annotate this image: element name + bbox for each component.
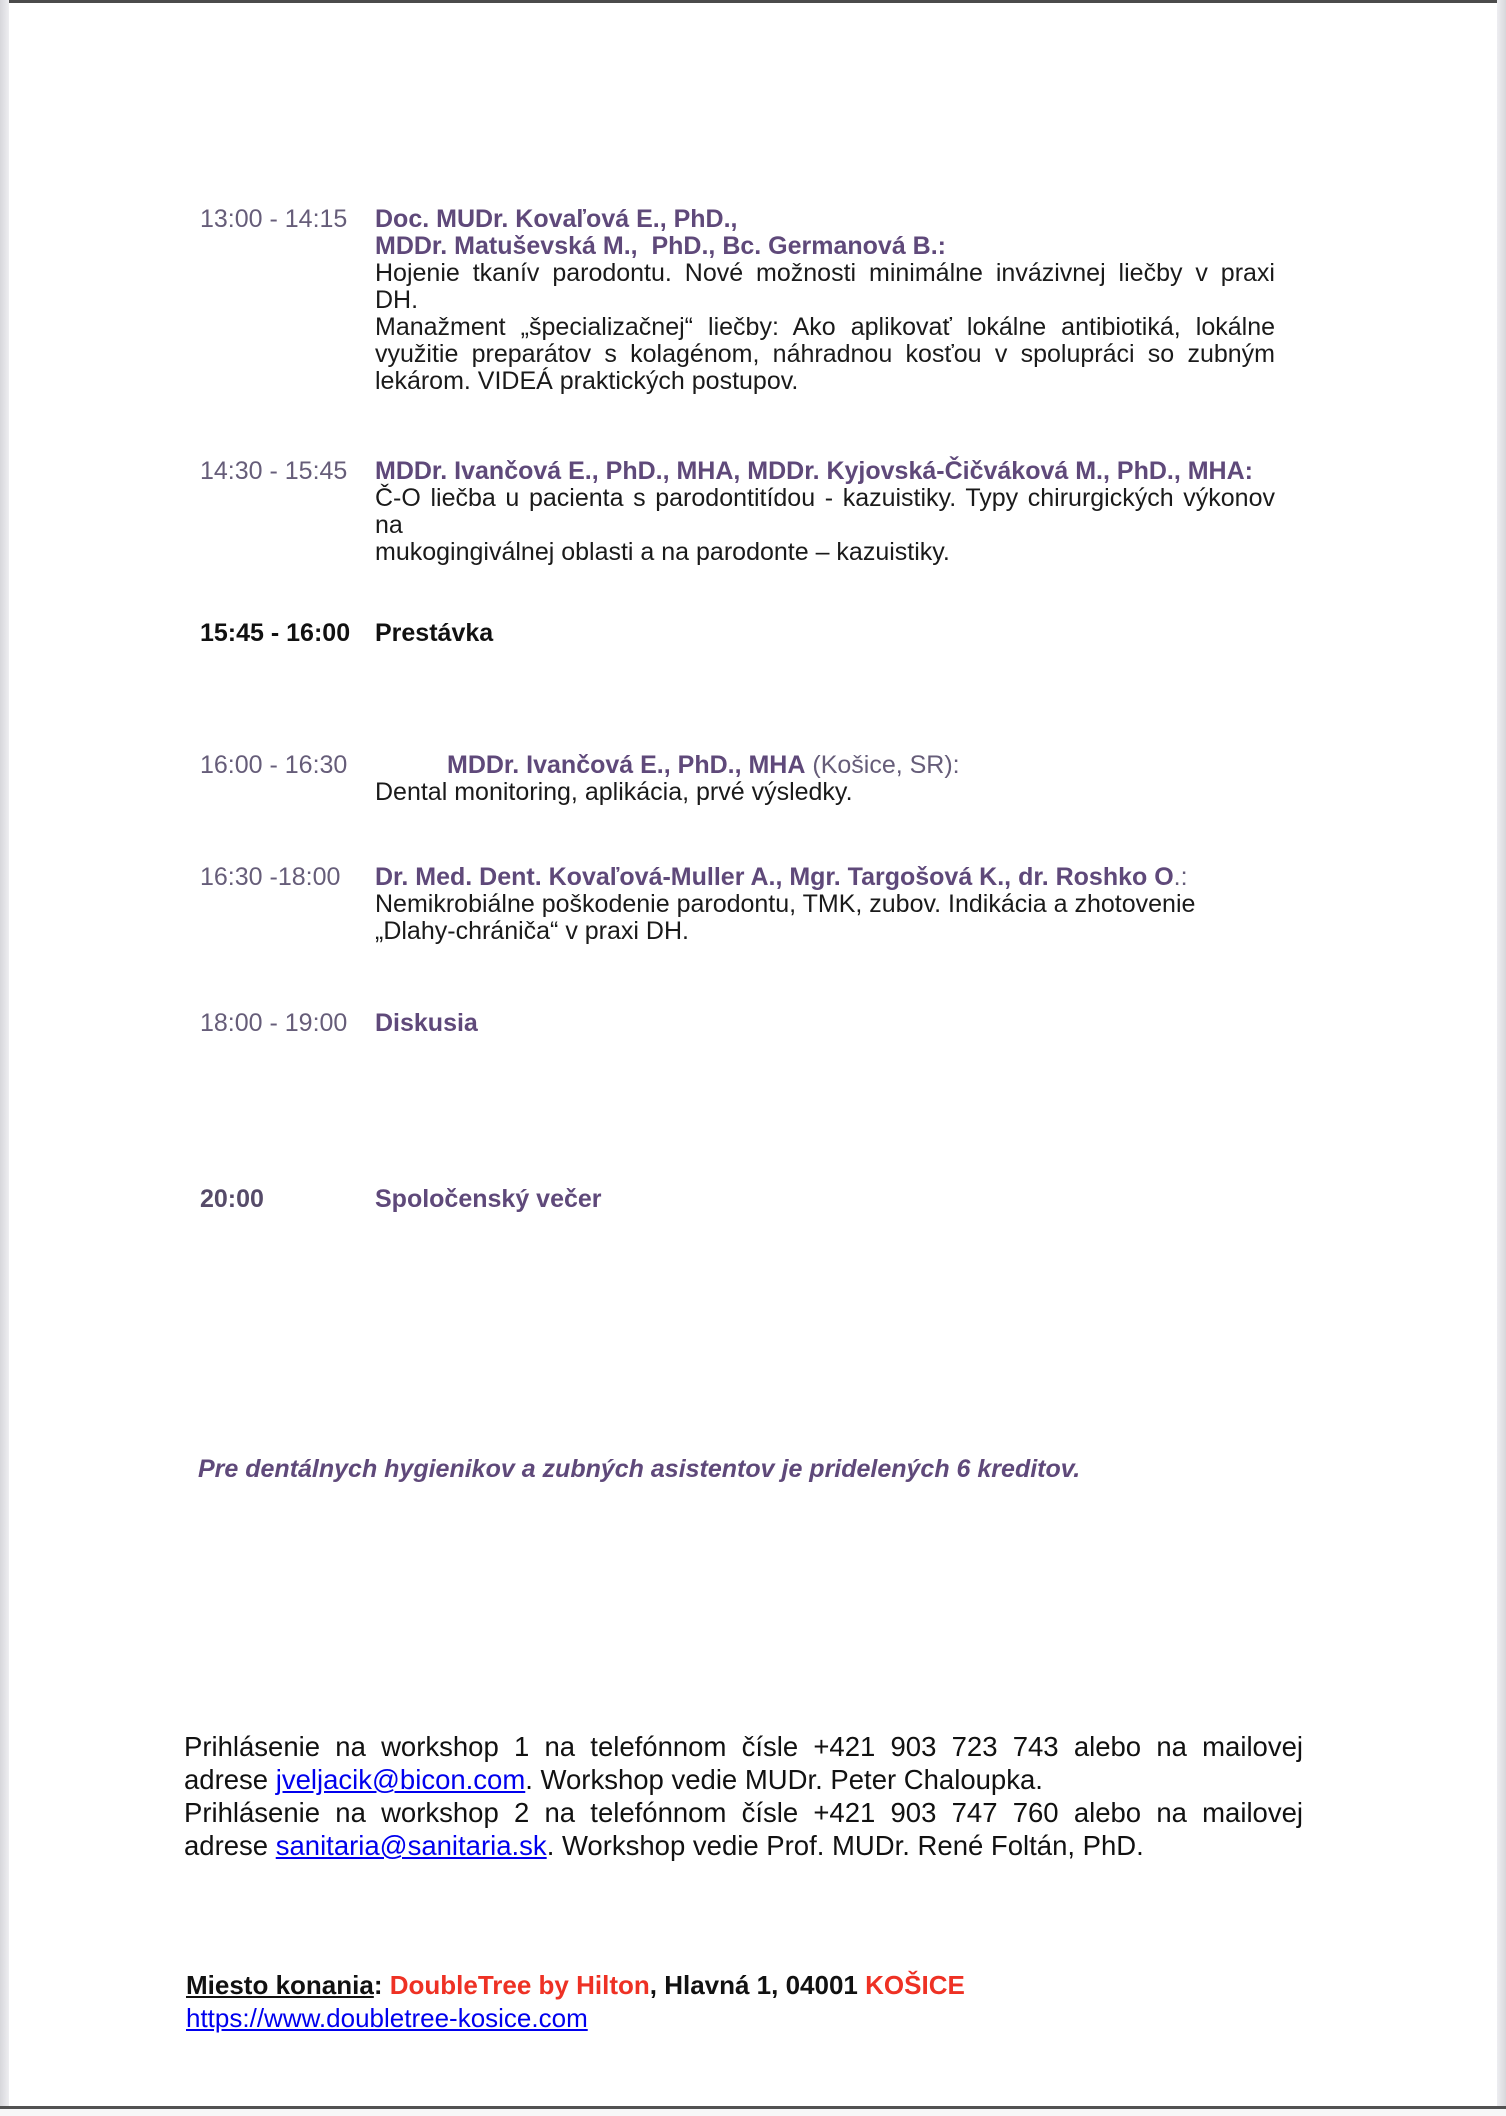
workshop-line-2-suffix: . Workshop vedie MUDr. Peter Chaloupka. [525,1764,1043,1795]
workshop-info [184,1730,1303,1862]
time-label: 14:30 - 15:45 [200,457,348,485]
workshop-line-4-prefix: adrese [184,1830,276,1861]
text-line: MDDr. Matuševská M., PhD., Bc. Germanová B.: [375,232,946,260]
venue-url-link[interactable]: https://www.doubletree-kosice.com [186,2003,588,2033]
text-line: lekárom. VIDEÁ praktických postupov. [375,367,799,395]
session-description [375,260,1275,314]
speaker-location: (Košice, SR): [805,751,960,779]
speaker-names: MDDr. Ivančová E., PhD., MHA, MDDr. Kyjovská-Čičváková M., PhD., MHA: [375,457,1253,485]
text-line: Hojenie tkanív parodontu. Nové možnosti minimálne invázivnej liečby v praxi [375,259,1275,287]
workshop-line-3: Prihlásenie na workshop 2 na telefónnom čísle +421 903 747 760 alebo na mailovej [184,1797,1303,1828]
workshop-line-4 [184,1829,1303,1862]
text-line: Manažment „špecializačnej“ liečby: Ako aplikovať lokálne antibiotiká, lokálne [375,313,1275,341]
text-line: „Dlahy-chrániča“ v praxi DH. [375,917,689,945]
time-label: 13:00 - 14:15 [200,205,348,233]
email-link-workshop1[interactable]: jveljacik@bicon.com [275,1764,526,1795]
session-description [375,485,1275,566]
speaker-names: Dr. Med. Dent. Kovaľová-Muller A., Mgr. Targošová K., dr. Roshko O [375,863,1174,891]
venue-line [186,1969,1336,2002]
schedule-row-1800 [200,1010,1275,1037]
credits-note: Pre dentálnych hygienikov a zubných asistentov je pridelených 6 kreditov. [198,1455,1081,1483]
session-description [375,314,1275,395]
viewer-gutter-right [1496,0,1506,2116]
schedule-row-1600 [200,752,1275,806]
discussion-title: Diskusia [375,1009,478,1037]
workshop-line-4-suffix: . Workshop vedie Prof. MUDr. René Foltán, PhD. [546,1830,1144,1861]
text-line: Nemikrobiálne poškodenie parodontu, TMK, zubov. Indikácia a zhotovenie [375,890,1196,918]
text-line: využitie preparátov s kolagénom, náhradnou kosťou v spolupráci so zubným [375,340,1275,368]
text-line: DH. [375,286,419,314]
workshop-line-2-prefix: adrese [184,1764,276,1795]
session-description [375,779,1275,806]
time-label: 16:30 -18:00 [200,863,341,891]
session-description [375,891,1275,945]
speaker-names [375,206,1275,260]
schedule-row-1545 [200,620,1275,647]
break-title: Prestávka [375,619,494,647]
schedule-row-1430 [200,458,1275,566]
email-link-workshop2[interactable]: sanitaria@sanitaria.sk [275,1830,547,1861]
schedule-row-1300 [200,206,1275,395]
workshop-line-2 [184,1763,1303,1796]
workshop-line-1: Prihlásenie na workshop 1 na telefónnom čísle +421 903 723 743 alebo na mailovej [184,1731,1303,1762]
viewer-background-bottom [0,2109,1506,2116]
document-page [9,0,1497,2106]
venue-colon: : [373,1970,390,2000]
text-line: Dental monitoring, aplikácia, prvé výsledky. [375,778,853,806]
speaker-names: MDDr. Ivančová E., PhD., MHA [447,751,806,779]
venue-block [186,1969,1336,2035]
time-label: 18:00 - 19:00 [200,1009,348,1037]
time-label: 20:00 [200,1185,264,1213]
venue-address: , Hlavná 1, 04001 [649,1970,866,2000]
venue-hotel: DoubleTree by Hilton [389,1970,650,2000]
speaker-suffix: .: [1173,863,1188,891]
venue-label: Miesto konania [186,1970,374,2000]
time-label: 16:00 - 16:30 [200,751,348,779]
venue-city: KOŠICE [865,1970,965,2000]
schedule-row-1630 [200,864,1275,945]
text-line: mukogingiválnej oblasti a na parodonte – kazuistiky. [375,538,950,566]
schedule-row-2000 [200,1186,1275,1213]
social-evening-title: Spoločenský večer [375,1185,602,1213]
text-line: Č-O liečba u pacienta s parodontitídou - kazuistiky. Typy chirurgických výkonov na [375,484,1275,539]
time-label: 15:45 - 16:00 [200,619,351,647]
venue-url-line [186,2002,1336,2035]
text-line: Doc. MUDr. Kovaľová E., PhD., [375,205,738,233]
